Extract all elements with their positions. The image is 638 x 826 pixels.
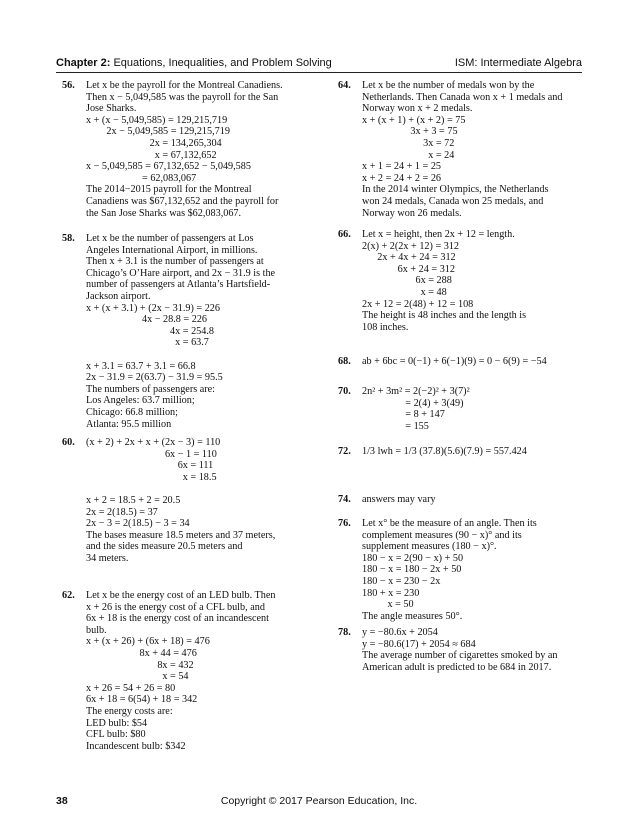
problem-number: 78. [338,627,351,638]
solution-line: Canadiens was $67,132,652 and the payroll for [86,195,279,207]
solution-line: 2x = 2(18.5) = 37 [86,506,158,518]
solution-line: x + 26 = 54 + 26 = 80 [86,682,176,694]
solution-line: 8x = 432 [86,659,194,671]
solution-line: LED bulb: $54 [86,717,148,729]
solution-line: and the sides measure 20.5 meters and [86,541,243,553]
solution-line: = 8 + 147 [362,409,445,421]
problem-solution [362,494,583,506]
solution-line: x = 48 [362,286,447,298]
solution-line: 6x + 18 is the energy cost of an incandescent [86,613,269,625]
solution-line [86,349,317,361]
solution-line: Let x be the number of medals won by the [362,80,535,91]
solution-line: 2x + 12 = 2(48) + 12 = 108 [362,298,474,310]
solution-line: 3x + 3 = 75 [362,126,458,138]
solution-line: The height is 48 inches and the length is [362,310,527,322]
solution-line: 8x + 44 = 476 [86,647,197,659]
solution-line: x = 24 [362,149,455,161]
solution-line: Let x° be the measure of an angle. Then its [362,518,537,529]
page-header [56,57,582,71]
solution-line: In the 2014 winter Olympics, the Netherlands [362,184,549,196]
solution-line: x + (x + 3.1) + (2x − 31.9) = 226 [86,302,220,314]
solution-line: x = 54 [86,671,189,683]
problem-solution [86,80,317,219]
solution-line: The average number of cigarettes smoked by an [362,650,558,662]
solution-line: the San Jose Sharks was $62,083,067. [86,207,242,219]
solution-line [86,483,317,495]
header-rule [56,72,582,73]
solution-line: y = −80.6(17) + 2054 ≈ 684 [362,638,476,650]
solution-line: x + (x − 5,049,585) = 129,215,719 [86,114,228,126]
solution-line: complement measures (90 − x)° and its [362,529,522,541]
solution-line: x + 1 = 24 + 1 = 25 [362,161,442,173]
solution-line: x = 50 [362,599,414,611]
problem-number: 70. [338,386,351,397]
solution-line: = 62,083,067 [86,172,197,184]
solution-line: 3x = 72 [362,137,455,149]
solution-line: 2(x) + 2(2x + 12) = 312 [362,240,460,252]
solution-line: 180 − x = 2(90 − x) + 50 [362,552,464,564]
problem-number: 74. [338,494,351,505]
solution-line: x = 67,132,652 [86,149,217,161]
solution-line: 1/3 lwh = 1/3 (37.8)(5.6)(7.9) = 557.424 [362,446,527,457]
solution-line: Then x + 3.1 is the number of passengers at [86,256,264,268]
problem-number: 68. [338,356,351,367]
solution-line: 180 − x = 230 − 2x [362,575,441,587]
solution-line: Jackson airport. [86,290,151,302]
copyright-notice: Copyright © 2017 Pearson Education, Inc. [220,795,418,807]
solution-line: 2x = 134,265,304 [86,137,222,149]
solution-line: y = −80.6x + 2054 [362,627,438,638]
solution-line: CFL bulb: $80 [86,729,146,741]
problem-solution [362,356,583,368]
solution-line: x = 18.5 [86,471,217,483]
problem-solution [362,446,583,458]
chapter-title: Equations, Inequalities, and Problem Solving [113,57,332,69]
problem-solution [362,80,583,219]
solution-line: = 2(4) + 3(49) [362,397,464,409]
solution-line: Chicago: 66.8 million; [86,406,178,418]
solution-line: The 2014−2015 payroll for the Montreal [86,184,252,196]
solution-line: x + 2 = 18.5 + 2 = 20.5 [86,494,181,506]
solution-line: x + 26 is the energy cost of a CFL bulb, and [86,601,265,613]
solution-line: 34 meters. [86,552,129,564]
solution-line: 180 + x = 230 [362,587,420,599]
problem-number: 60. [62,437,75,448]
solution-line: Let x = height, then 2x + 12 = length. [362,229,515,240]
solution-line: 2x − 5,049,585 = 129,215,719 [86,126,230,138]
solution-line: Los Angeles: 63.7 million; [86,395,195,407]
solution-line: 4x − 28.8 = 226 [86,314,208,326]
solution-line: Let x be the number of passengers at Los [86,233,254,244]
problem-number: 62. [62,590,75,601]
solution-line: 2n² + 3m² = 2(−2)² + 3(7)² [362,386,470,397]
solution-line: 6x + 24 = 312 [362,263,455,275]
solution-line: number of passengers at Atlanta’s Hartsfield- [86,279,271,291]
solution-line: Then x − 5,049,585 was the payroll for the San [86,91,279,103]
solution-line: 108 inches. [362,321,409,333]
solution-line: 6x = 288 [362,275,452,287]
problem-solution [362,386,583,432]
solution-line: The numbers of passengers are: [86,383,215,395]
problem-number: 58. [62,233,75,244]
problem-solution [86,590,317,752]
problem-solution [362,229,583,333]
solution-line: Netherlands. Then Canada won x + 1 medals and [362,91,563,103]
solution-line: won 24 medals, Canada won 25 medals, and [362,195,544,207]
solution-line: The energy costs are: [86,705,173,717]
solution-line: ab + 6bc = 0(−1) + 6(−1)(9) = 0 − 6(9) = −54 [362,356,547,367]
solution-line: Norway won 26 medals. [362,207,462,219]
solution-line: 2x − 31.9 = 2(63.7) − 31.9 = 95.5 [86,372,223,384]
solution-line: x + (x + 26) + (6x + 18) = 476 [86,636,210,648]
solution-line: 6x − 1 = 110 [86,448,217,460]
solution-line: Let x be the payroll for the Montreal Canadiens. [86,80,283,91]
page-number: 38 [56,795,68,807]
solution-line: Jose Sharks. [86,103,137,115]
solution-line: bulb. [86,624,107,636]
problem-solution [86,233,317,430]
solution-line: answers may vary [362,494,436,505]
solution-line: 180 − x = 180 − 2x + 50 [362,564,462,576]
solution-line: 2x − 3 = 2(18.5) − 3 = 34 [86,518,190,530]
solution-line: x − 5,049,585 = 67,132,652 − 5,049,585 [86,161,251,173]
page-footer [56,795,582,809]
solution-line: The bases measure 18.5 meters and 37 meters, [86,529,276,541]
problem-number: 66. [338,229,351,240]
chapter-heading [56,57,332,69]
solution-line: Angeles International Airport, in millions. [86,244,258,256]
solution-line: = 155 [362,420,429,432]
solution-line: Incandescent bulb: $342 [86,740,186,752]
solution-line: American adult is predicted to be 684 in 2017. [362,661,552,673]
problem-solution [362,627,583,673]
solution-line: The angle measures 50°. [362,610,463,622]
solution-line: x = 63.7 [86,337,209,349]
solution-line: x + 3.1 = 63.7 + 3.1 = 66.8 [86,360,196,372]
problem-number: 72. [338,446,351,457]
solution-line: 6x + 18 = 6(54) + 18 = 342 [86,694,198,706]
solution-line: (x + 2) + 2x + x + (2x − 3) = 110 [86,437,221,448]
solution-line: Chicago’s O’Hare airport, and 2x − 31.9 is the [86,267,276,279]
solution-line: Let x be the energy cost of an LED bulb. Then [86,590,276,601]
problem-solution [362,518,583,622]
problem-number: 64. [338,80,351,91]
solution-line: Atlanta: 95.5 million [86,418,172,430]
book-title: ISM: Intermediate Algebra [454,57,582,69]
solution-line: 2x + 4x + 24 = 312 [362,252,456,264]
solution-line: Norway won x + 2 medals. [362,103,473,115]
solution-line: x + (x + 1) + (x + 2) = 75 [362,114,466,126]
problem-solution [86,437,317,565]
problem-number: 76. [338,518,351,529]
chapter-label: Chapter 2: [56,57,111,69]
solution-line: 4x = 254.8 [86,325,214,337]
solution-line: supplement measures (180 − x)°. [362,541,497,553]
problem-number: 56. [62,80,75,91]
solution-line: 6x = 111 [86,460,214,472]
solution-line: x + 2 = 24 + 2 = 26 [362,172,442,184]
